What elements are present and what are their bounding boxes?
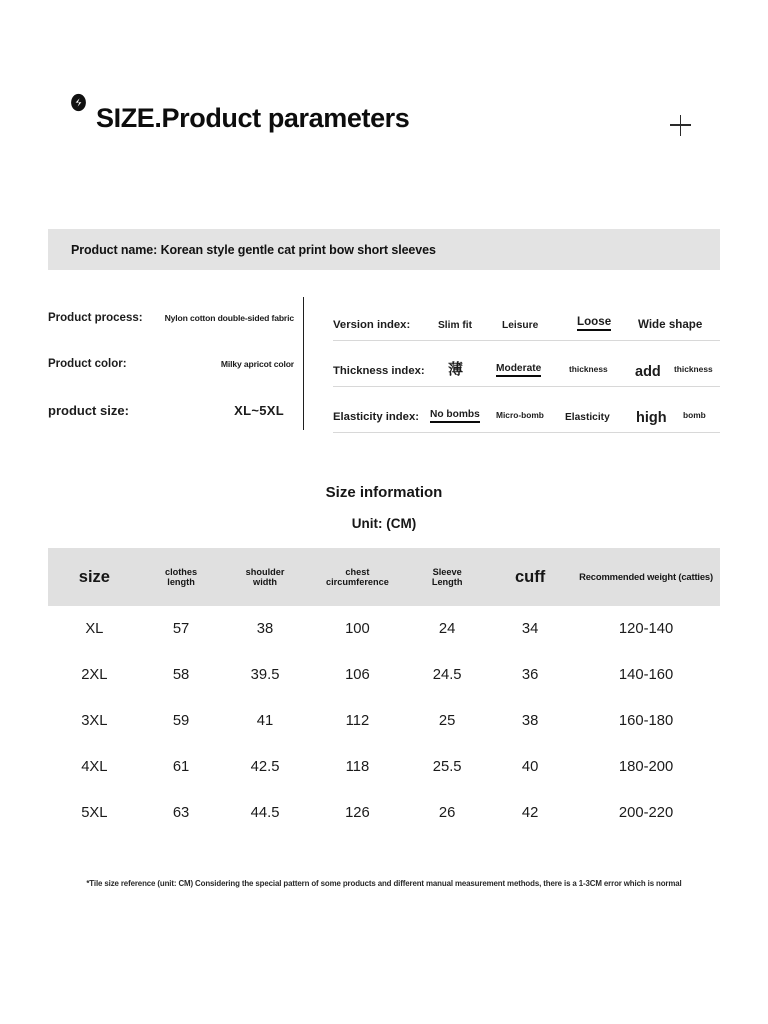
- product-name-text: Product name: Korean style gentle cat print bow short sleeves: [71, 242, 436, 257]
- cell-chest-circumference: 106: [345, 667, 370, 683]
- spec-label-elasticity-index: Elasticity index:: [333, 411, 420, 423]
- cell-cuff: 38: [521, 713, 539, 729]
- table-header-size: [48, 548, 141, 606]
- cell-size: XL: [85, 621, 104, 637]
- thickness-option-thickness-extra[interactable]: thickness: [674, 364, 713, 374]
- table-header-cuff-line1: cuff: [515, 567, 546, 586]
- thickness-option-thickness[interactable]: thickness: [569, 364, 608, 374]
- table-row: [48, 790, 720, 836]
- version-option-loose[interactable]: Loose: [577, 315, 611, 331]
- cell-cuff: 36: [521, 667, 539, 683]
- spec-row-product-process: [48, 295, 298, 341]
- table-header-row: [48, 548, 720, 606]
- size-information-title: Size information: [325, 484, 443, 501]
- table-header-shoulder-width-line2: width: [253, 577, 278, 587]
- table-header-cuff: [488, 548, 572, 606]
- spec-label-product-color: Product color:: [48, 358, 127, 370]
- cell-size: 4XL: [81, 759, 108, 775]
- elasticity-option-high[interactable]: high: [636, 410, 667, 426]
- cell-chest-circumference: 118: [345, 759, 370, 775]
- cell-chest-circumference: 126: [345, 805, 370, 821]
- spec-row-product-size: [48, 387, 298, 433]
- spec-value-product-process: Nylon cotton double-sided fabric: [164, 313, 294, 323]
- table-header-shoulder-width-line1: shoulder: [245, 566, 285, 577]
- table-header-clothes-length-line2: length: [167, 577, 195, 587]
- page-title: SIZE.Product parameters: [96, 103, 410, 133]
- size-information-unit: Unit: (CM): [351, 516, 417, 531]
- cell-sleeve-length: 24.5: [432, 667, 462, 683]
- table-row: [48, 698, 720, 744]
- table-header-chest-circumference-line2: circumference: [326, 577, 389, 587]
- elasticity-option-no-bombs[interactable]: No bombs: [430, 409, 480, 423]
- table-header-clothes-length-line1: clothes: [164, 566, 198, 577]
- spec-left-column: [48, 295, 298, 433]
- spec-label-thickness-index: Thickness index:: [333, 365, 425, 377]
- table-header-clothes-length: [141, 548, 222, 606]
- cell-size: 3XL: [81, 713, 108, 729]
- badge-icon: [70, 93, 87, 112]
- cell-shoulder-width: 42.5: [250, 759, 280, 775]
- spec-label-version-index: Version index:: [333, 319, 411, 331]
- version-option-slim-fit[interactable]: Slim fit: [438, 320, 472, 331]
- cell-clothes-length: 59: [172, 713, 190, 729]
- spec-row-version-index: [333, 295, 720, 341]
- cell-clothes-length: 61: [172, 759, 190, 775]
- size-table: [48, 548, 720, 836]
- cell-cuff: 40: [521, 759, 539, 775]
- spec-row-thickness-index: [333, 341, 720, 387]
- cell-sleeve-length: 26: [438, 805, 456, 821]
- table-header-chest-circumference-line1: chest: [345, 566, 370, 577]
- table-header-shoulder-width: [221, 548, 308, 606]
- spec-label-product-size: product size:: [48, 402, 129, 418]
- cell-clothes-length: 63: [172, 805, 190, 821]
- elasticity-option-micro-bomb[interactable]: Micro-bomb: [496, 410, 544, 420]
- elasticity-option-bomb[interactable]: bomb: [683, 410, 706, 420]
- cell-clothes-length: 58: [172, 667, 190, 683]
- thickness-option-moderate[interactable]: Moderate: [496, 363, 541, 377]
- table-header-sleeve-length-line1: Sleeve: [432, 566, 462, 577]
- cell-shoulder-width: 38: [256, 621, 274, 637]
- table-header-size-line1: size: [78, 567, 110, 586]
- table-header-recommended-weight-line1: Recommended weight (catties): [579, 570, 713, 582]
- version-option-leisure[interactable]: Leisure: [502, 320, 539, 331]
- footnote: *Tile size reference (unit: CM) Considering the special pattern of some products and different manual measurement methods, there is a 1-3CM error which is normal: [86, 879, 682, 888]
- product-name-band: [48, 229, 720, 270]
- cell-sleeve-length: 25: [438, 713, 456, 729]
- table-row: [48, 606, 720, 652]
- cell-chest-circumference: 100: [345, 621, 370, 637]
- thickness-option-thin[interactable]: 薄: [448, 361, 464, 378]
- cell-recommended-weight: 160-180: [618, 713, 674, 729]
- cell-recommended-weight: 140-160: [618, 667, 674, 683]
- cell-size: 2XL: [81, 667, 108, 683]
- cell-recommended-weight: 200-220: [618, 805, 674, 821]
- cell-clothes-length: 57: [172, 621, 190, 637]
- table-header-sleeve-length: [406, 548, 488, 606]
- specifications-section: [48, 295, 720, 440]
- cell-chest-circumference: 112: [345, 713, 370, 729]
- table-header-chest-circumference: [309, 548, 406, 606]
- elasticity-option-elasticity[interactable]: Elasticity: [565, 412, 610, 423]
- table-body: [48, 606, 720, 836]
- plus-icon[interactable]: [670, 114, 692, 136]
- spec-label-product-process: Product process:: [48, 312, 143, 324]
- cell-shoulder-width: 44.5: [250, 805, 280, 821]
- version-option-wide-shape[interactable]: Wide shape: [638, 318, 703, 331]
- table-row: [48, 744, 720, 790]
- spec-value-product-color: Milky apricot color: [220, 359, 294, 369]
- table-header-sleeve-length-line2: Length: [431, 577, 463, 587]
- cell-cuff: 34: [521, 621, 539, 637]
- cell-recommended-weight: 120-140: [618, 621, 674, 637]
- cell-shoulder-width: 41: [256, 713, 274, 729]
- page-header: [0, 0, 768, 175]
- spec-row-product-color: [48, 341, 298, 387]
- table-row: [48, 652, 720, 698]
- cell-sleeve-length: 25.5: [432, 759, 462, 775]
- spec-right-column: [333, 295, 720, 433]
- cell-sleeve-length: 24: [438, 621, 456, 637]
- spec-value-product-size: XL~5XL: [234, 402, 284, 418]
- table-header-recommended-weight: [572, 548, 720, 606]
- cell-recommended-weight: 180-200: [618, 759, 674, 775]
- thickness-option-add[interactable]: add: [635, 364, 661, 380]
- cell-cuff: 42: [521, 805, 539, 821]
- cell-shoulder-width: 39.5: [250, 667, 280, 683]
- spec-row-elasticity-index: [333, 387, 720, 433]
- spec-vertical-divider: [303, 297, 304, 430]
- cell-size: 5XL: [81, 805, 108, 821]
